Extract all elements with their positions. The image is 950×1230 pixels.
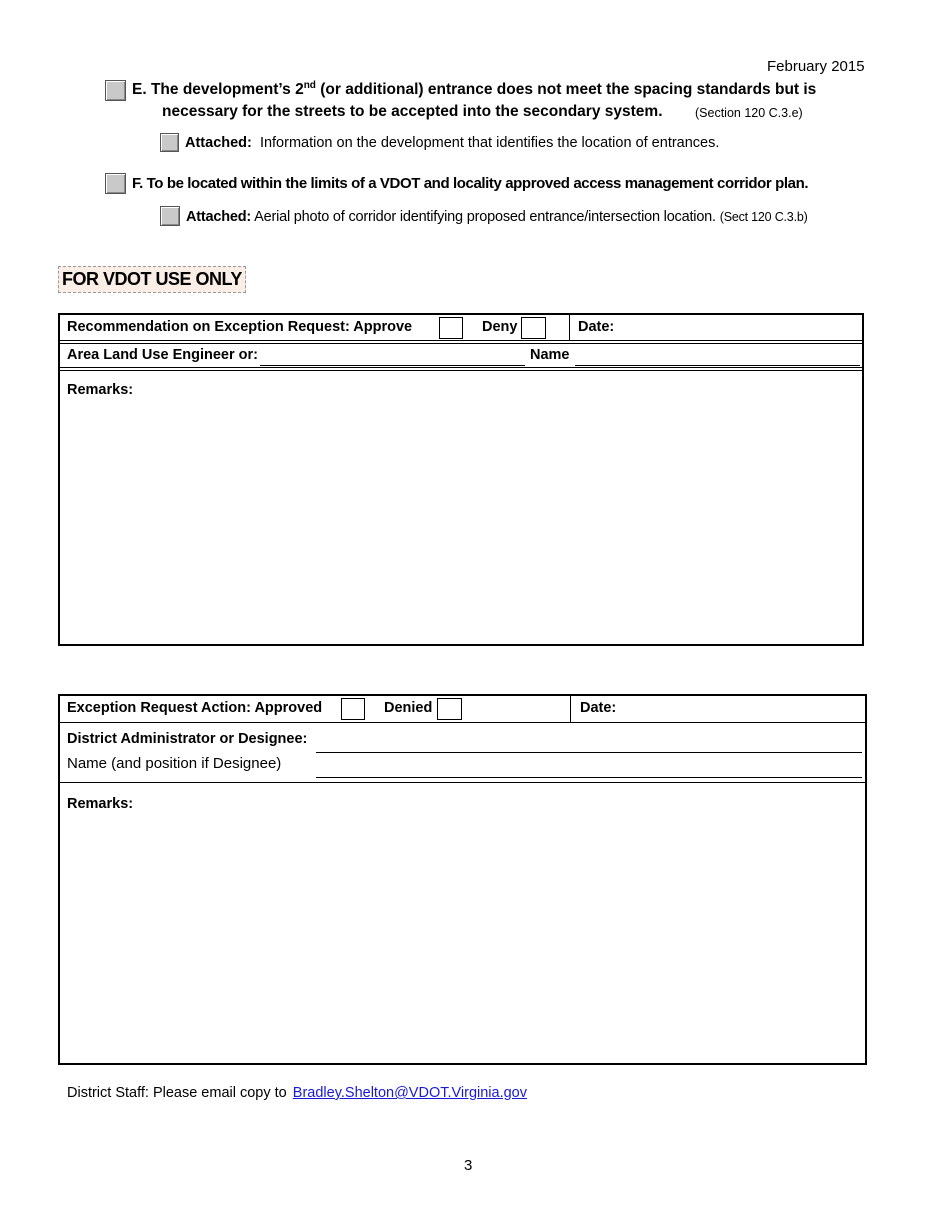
action-label: Exception Request Action: Approved bbox=[67, 700, 323, 716]
denied-label: Denied bbox=[384, 700, 433, 716]
recommendation-row-line2 bbox=[60, 343, 862, 344]
email-link[interactable]: Bradley.Shelton@VDOT.Virginia.gov bbox=[292, 1085, 527, 1101]
action-date-label: Date: bbox=[580, 700, 617, 716]
denied-checkbox[interactable] bbox=[437, 698, 462, 720]
deny-label: Deny bbox=[482, 319, 518, 335]
item-e-text-line2: necessary for the streets to be accepted into the secondary system. bbox=[162, 103, 663, 120]
action-remarks-area[interactable] bbox=[62, 815, 862, 1057]
name-position-input-line[interactable] bbox=[316, 777, 862, 778]
recommendation-remarks-label: Remarks: bbox=[67, 382, 134, 398]
action-remarks-label: Remarks: bbox=[67, 796, 134, 812]
recommendation-row-line bbox=[60, 340, 862, 341]
approve-checkbox[interactable] bbox=[439, 317, 463, 339]
deny-checkbox[interactable] bbox=[521, 317, 546, 339]
action-divider bbox=[570, 696, 571, 723]
approved-checkbox[interactable] bbox=[341, 698, 365, 720]
engineer-label: Area Land Use Engineer or: bbox=[67, 347, 258, 363]
item-e-attached: Attached: Information on the development that identifies the location of entrances. bbox=[185, 135, 720, 151]
name-position-label: Name (and position if Designee) bbox=[67, 755, 282, 772]
item-f-text: F. To be located within the limits of a VDOT and locality approved access management corridor plan. bbox=[132, 175, 809, 192]
engineer-name-input-line[interactable] bbox=[575, 365, 860, 366]
item-f-attached-checkbox[interactable] bbox=[160, 206, 180, 226]
item-e-text: E. The development’s 2nd (or additional) entrance does not meet the spacing standards but is bbox=[132, 80, 817, 99]
header-date: February 2015 bbox=[767, 58, 865, 75]
remarks-top-line bbox=[60, 367, 862, 368]
recommendation-remarks-area[interactable] bbox=[62, 400, 858, 640]
action-row-line bbox=[60, 722, 865, 723]
engineer-input-line[interactable] bbox=[260, 365, 525, 366]
recommendation-divider bbox=[569, 315, 570, 341]
item-e-attached-checkbox[interactable] bbox=[160, 133, 179, 152]
remarks-top-line2 bbox=[60, 370, 862, 371]
action-remarks-line bbox=[60, 782, 865, 783]
recommendation-label: Recommendation on Exception Request: Approve bbox=[67, 319, 413, 335]
administrator-label: District Administrator or Designee: bbox=[67, 731, 308, 747]
footer-note: District Staff: Please email copy to Bradley.Shelton@VDOT.Virginia.gov bbox=[67, 1085, 527, 1101]
recommendation-date-label: Date: bbox=[578, 319, 615, 335]
administrator-input-line[interactable] bbox=[316, 752, 862, 753]
vdot-use-only-heading: FOR VDOT USE ONLY bbox=[58, 266, 246, 293]
item-f-checkbox[interactable] bbox=[105, 173, 126, 194]
page-number: 3 bbox=[464, 1157, 473, 1174]
item-e-checkbox[interactable] bbox=[105, 80, 126, 101]
item-e-section: (Section 120 C.3.e) bbox=[695, 106, 803, 120]
item-f-attached: Attached: Aerial photo of corridor identifying proposed entrance/intersection location. (Sect 120 C.3.b) bbox=[186, 209, 808, 225]
engineer-name-label: Name bbox=[530, 347, 570, 363]
